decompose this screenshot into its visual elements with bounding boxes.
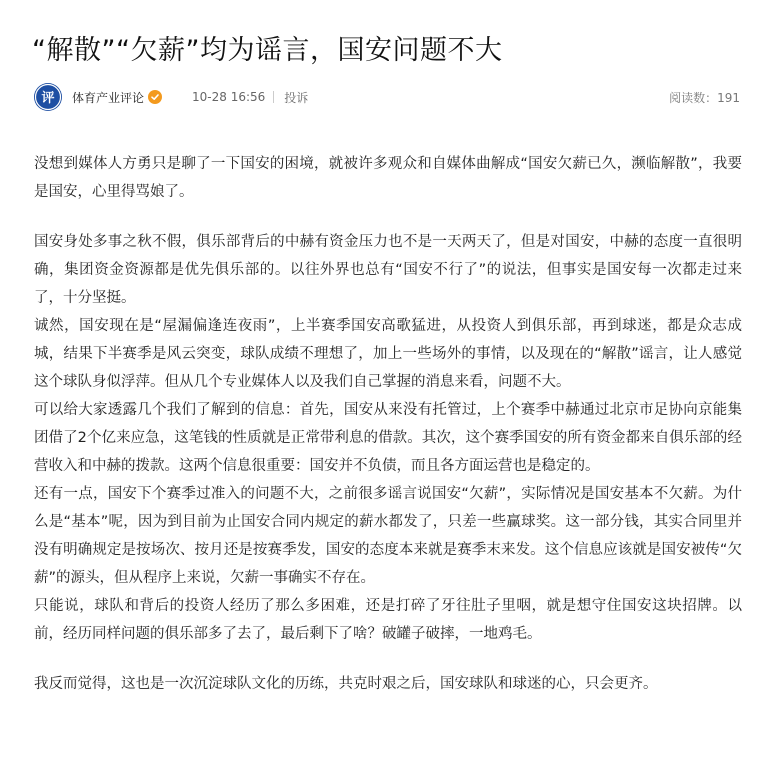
paragraph: 诚然，国安现在是“屋漏偏逢连夜雨”，上半赛季国安高歌猛进，从投资人到俱乐部，再到球迷，都是众志成城，结果下半赛季是风云突变，球队成绩不理想了，加上一些场外的事情，以及现在的“解散”谣言，让人感觉这个球队身似浮萍。但从几个专业媒体人以及我们自己掌握的消息来看，问题不大。 bbox=[34, 318, 742, 390]
paragraph: 可以给大家透露几个我们了解到的信息：首先，国安从来没有托管过，上个赛季中赫通过北京市足协向京能集团借了2个亿来应急，这笔钱的性质就是正常带利息的借款。其次，这个赛季国安的所有资金都来自俱乐部的经营收入和中赫的拨款。这两个信息很重要：国安并不负债，而且各方面运营也是稳定的。 bbox=[34, 402, 742, 474]
paragraph: 我反而觉得，这也是一次沉淀球队文化的历练，共克时艰之后，国安球队和球迷的心，只会更齐。 bbox=[34, 676, 658, 692]
paragraph: 国安身处多事之秋不假，俱乐部背后的中赫有资金压力也不是一天两天了，但是对国安，中赫的态度一直很明确，集团资金资源都是优先俱乐部的。以往外界也总有“国安不行了”的说法，但事实是国安每一次都走过来了，十分坚挺。 bbox=[34, 234, 742, 306]
author-name[interactable]: 体育产业评论 bbox=[72, 90, 145, 105]
publish-time: 10-28 16:56 bbox=[192, 90, 266, 104]
article-body bbox=[34, 150, 742, 698]
read-count: 阅读数：191 bbox=[669, 90, 740, 105]
paragraph: 没想到媒体人方勇只是聊了一下国安的困境，就被许多观众和自媒体曲解成“国安欠薪已久，濒临解散”，我要是国安，心里得骂娘了。 bbox=[34, 156, 742, 200]
avatar-logo-icon bbox=[34, 83, 62, 111]
avatar-char: 评 bbox=[41, 91, 55, 106]
author-avatar[interactable] bbox=[34, 83, 62, 111]
article-meta bbox=[34, 82, 740, 112]
paragraph: 还有一点，国安下个赛季过准入的问题不大，之前很多谣言说国安“欠薪”，实际情况是国安基本不欠薪。为什么是“基本”呢，因为到目前为止国安合同内规定的薪水都发了，只差一些赢球奖。这一部分钱，其实合同里并没有明确规定是按场次、按月还是按赛季发，国安的态度本来就是赛季末来发。这个信息应该就是国安被传“欠薪”的源头，但从程序上来说，欠薪一事确实不存在。 bbox=[34, 486, 742, 586]
complain-link[interactable]: 投诉 bbox=[284, 90, 309, 105]
paragraph: 只能说，球队和背后的投资人经历了那么多困难，还是打碎了牙往肚子里咽，就是想守住国安这块招牌。以前，经历同样问题的俱乐部多了去了，最后剩下了啥？破罐子破摔，一地鸡毛。 bbox=[34, 598, 742, 642]
article-title: “解散”“欠薪”均为谣言，国安问题不大 bbox=[32, 35, 503, 66]
verified-badge-icon bbox=[148, 90, 162, 104]
meta-divider bbox=[273, 91, 274, 103]
